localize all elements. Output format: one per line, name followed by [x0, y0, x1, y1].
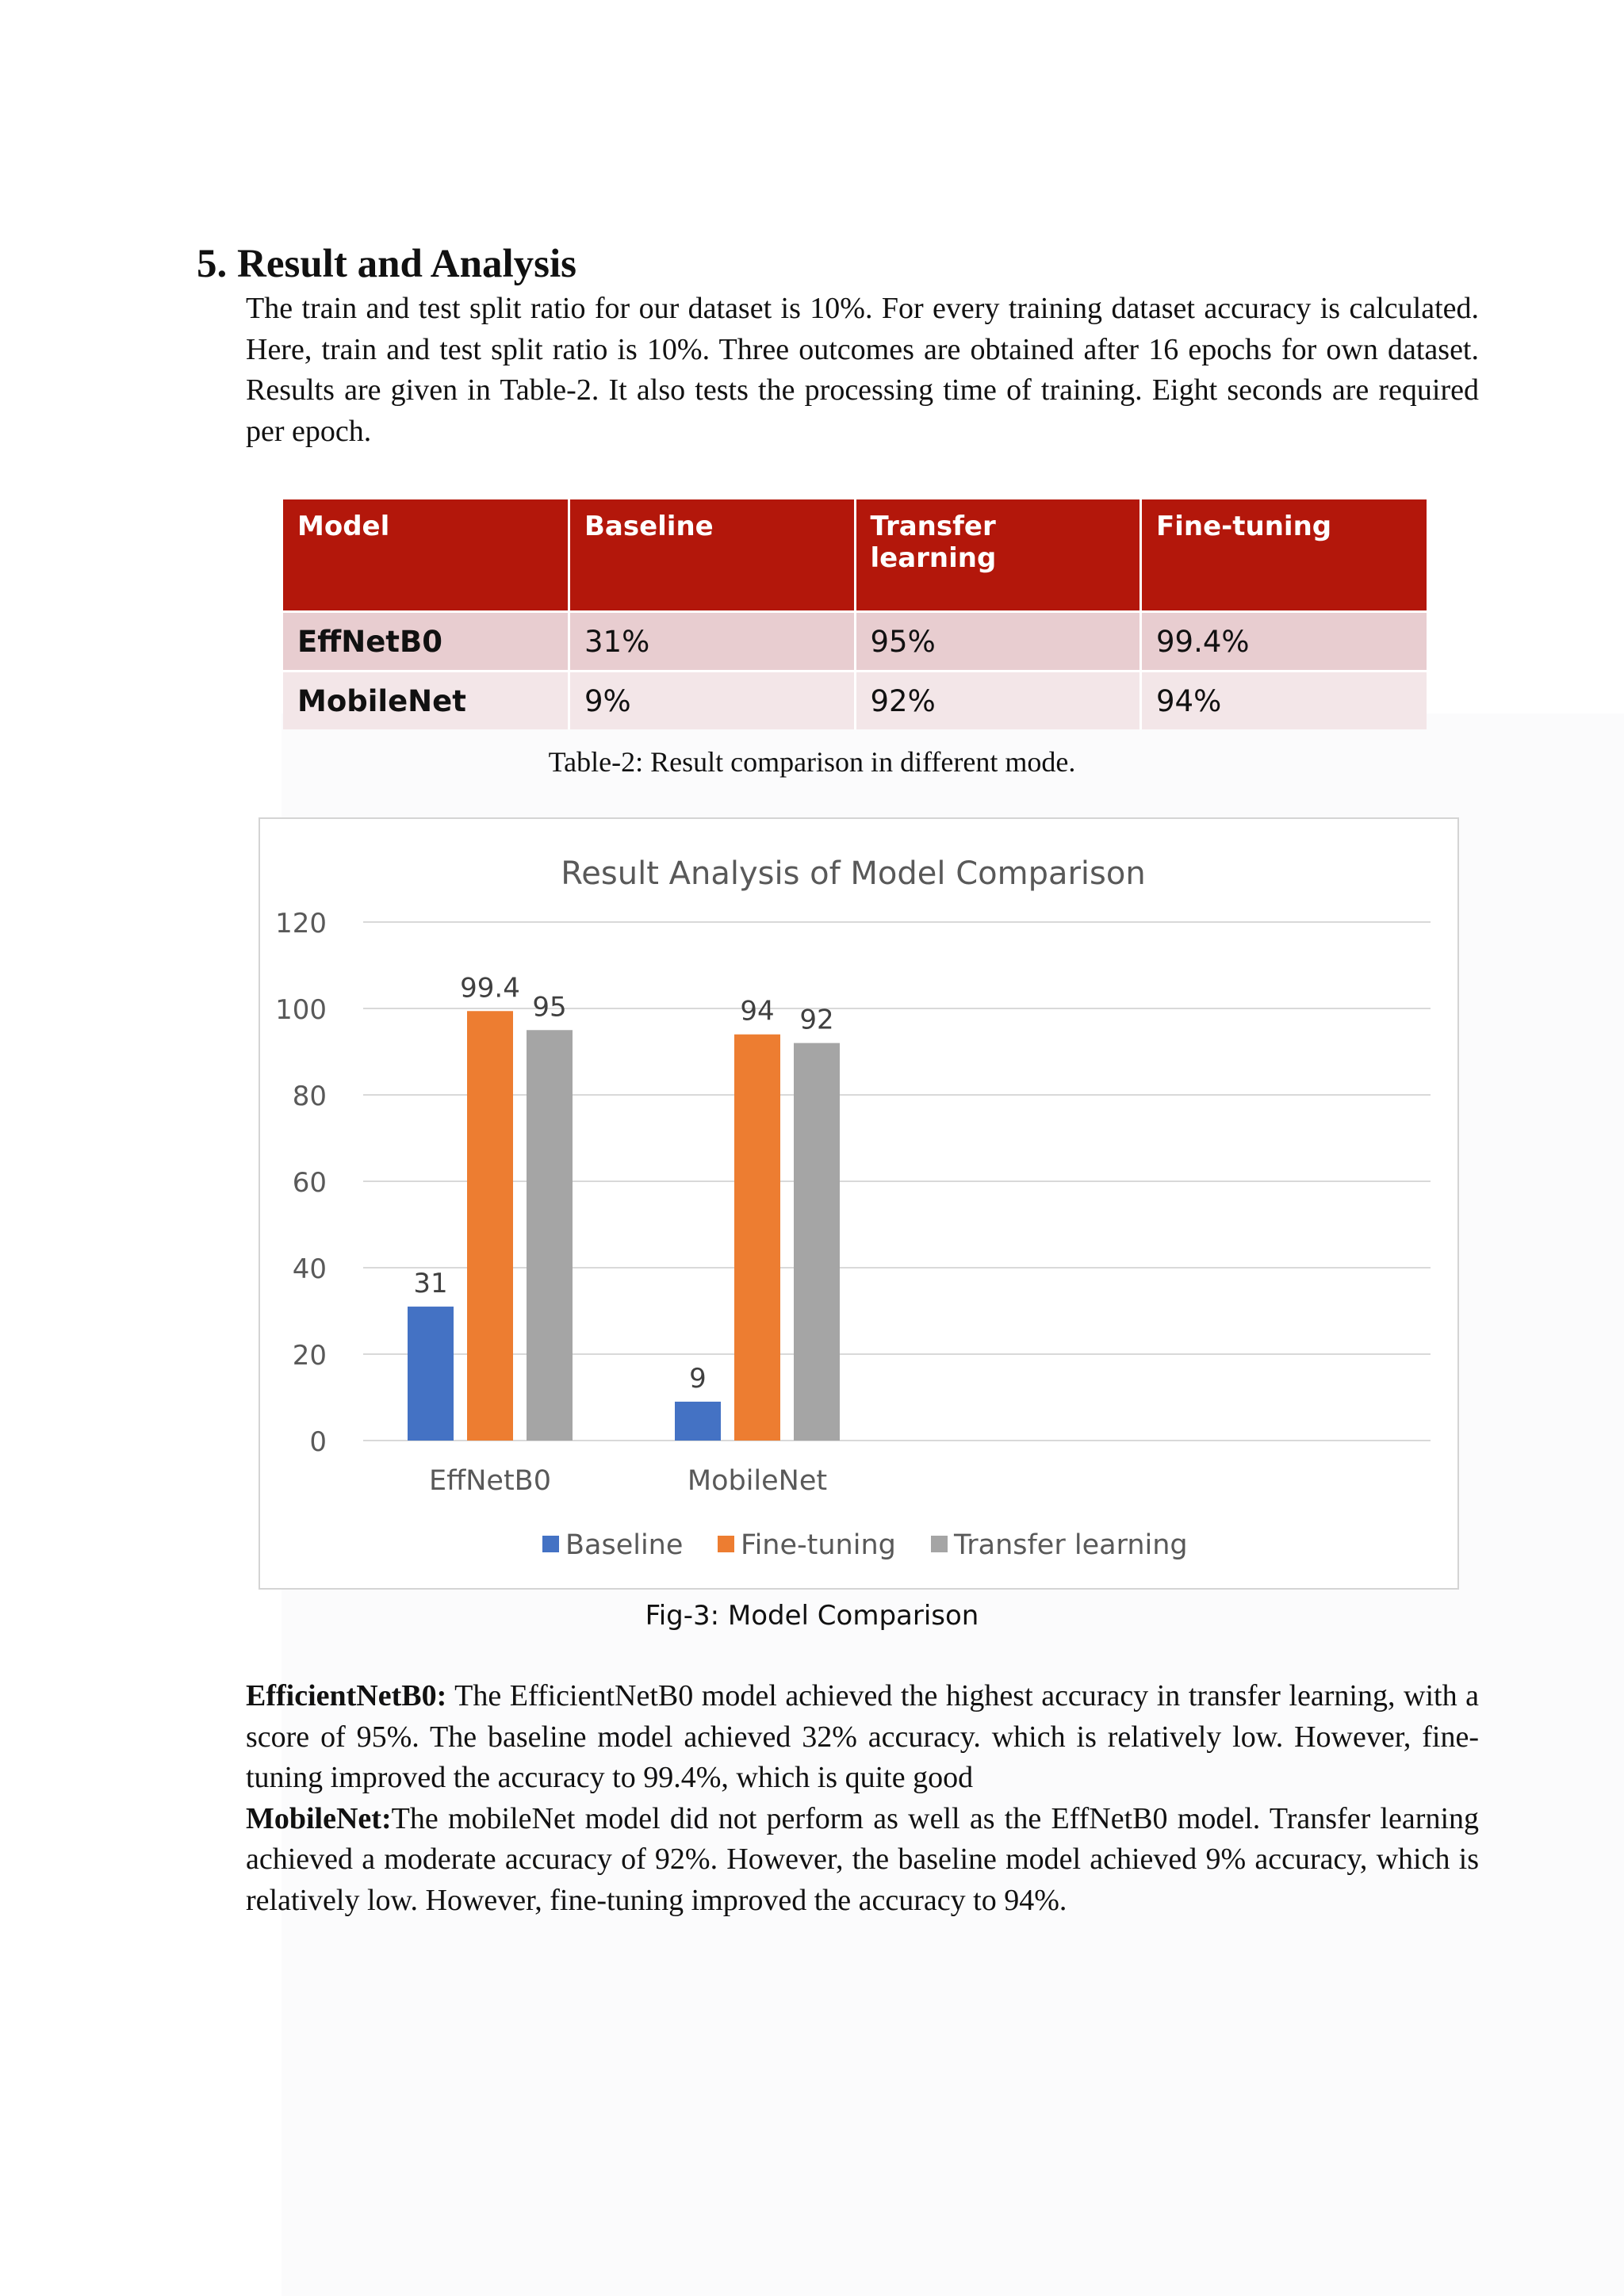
data-label: 31 [413, 1268, 448, 1300]
chart-title: Result Analysis of Model Comparison [561, 855, 1146, 892]
figure-caption: Fig-3: Model Comparison [645, 1600, 979, 1632]
legend-label-transfer-learning: Transfer learning [954, 1529, 1188, 1561]
cell-baseline: 31% [569, 612, 856, 672]
bar-baseline [675, 1402, 721, 1441]
header-transfer-learning: Transfer learning [855, 499, 1141, 612]
legend-swatch-fine-tuning [718, 1536, 734, 1552]
header-model: Model [283, 499, 569, 612]
bar-transfer-learning [527, 1030, 573, 1441]
header-fine-tuning: Fine-tuning [1141, 499, 1427, 612]
data-label: 92 [799, 1004, 834, 1036]
intro-paragraph: The train and test split ratio for our dataset is 10%. For every training dataset accuracy is calculated. Here, train and test split ratio is 10%. Three outcomes are obtained after 16 epochs for own dataset. Results are given in Table-2. It also tests the processing time of training. Eight seconds are required per epoch. [246, 292, 1479, 448]
y-tick-label: 0 [309, 1426, 327, 1458]
data-label: 9 [689, 1362, 707, 1395]
legend-label-fine-tuning: Fine-tuning [741, 1529, 896, 1561]
effnet-text: The EfficientNetB0 model achieved the highest accuracy in transfer learning, with a score of 95%. The baseline model achieved 32% accuracy. which is relatively low. However, fine-tuning improved the accuracy to 99.4%, which is quite good [246, 1679, 1479, 1794]
data-label: 99.4 [460, 972, 520, 1004]
legend-label-baseline: Baseline [565, 1529, 684, 1561]
effnet-lead: EfficientNetB0: [246, 1679, 447, 1712]
y-tick-label: 40 [292, 1253, 327, 1285]
bar-chart [260, 819, 1461, 1591]
mobilenet-text: The mobileNet model did not perform as well as the EffNetB0 model. Transfer learning achieved a moderate accuracy of 92%. However, the baseline model achieved 9% accuracy, which is relatively low. However, fine-tuning improved the accuracy to 94%. [246, 1801, 1479, 1917]
cell-model: EffNetB0 [283, 612, 569, 672]
legend-swatch-baseline [542, 1536, 559, 1552]
bar-transfer-learning [794, 1043, 840, 1441]
cell-baseline: 9% [569, 672, 856, 730]
mobilenet-analysis [246, 1799, 1479, 1922]
data-label: 95 [532, 991, 567, 1024]
table-row [283, 672, 1427, 730]
cell-fine-tuning: 99.4% [1141, 612, 1427, 672]
y-tick-label: 20 [292, 1340, 327, 1372]
bar-fine-tuning [467, 1011, 513, 1441]
x-category-label: EffNetB0 [429, 1465, 551, 1497]
data-label: 94 [740, 995, 775, 1027]
y-tick-label: 120 [275, 908, 327, 939]
cell-transfer-learning: 92% [855, 672, 1141, 730]
bar-fine-tuning [734, 1035, 780, 1441]
mobilenet-lead: MobileNet: [246, 1801, 392, 1835]
results-table [283, 499, 1427, 729]
cell-fine-tuning: 94% [1141, 672, 1427, 730]
legend-swatch-transfer-learning [931, 1536, 948, 1552]
bar-chart-frame [259, 817, 1459, 1590]
cell-model: MobileNet [283, 672, 569, 730]
table-header-row [283, 499, 1427, 612]
y-tick-label: 80 [292, 1081, 327, 1112]
y-tick-label: 60 [292, 1167, 327, 1199]
cell-transfer-learning: 95% [855, 612, 1141, 672]
y-tick-label: 100 [275, 994, 327, 1026]
table-caption: Table-2: Result comparison in different mode. [548, 746, 1076, 778]
bar-baseline [408, 1307, 454, 1441]
section-heading: 5. Result and Analysis [197, 242, 576, 286]
x-category-label: MobileNet [687, 1465, 828, 1497]
effnet-analysis [246, 1676, 1479, 1799]
analysis-block [246, 1676, 1479, 1921]
table-row [283, 612, 1427, 672]
header-baseline: Baseline [569, 499, 856, 612]
